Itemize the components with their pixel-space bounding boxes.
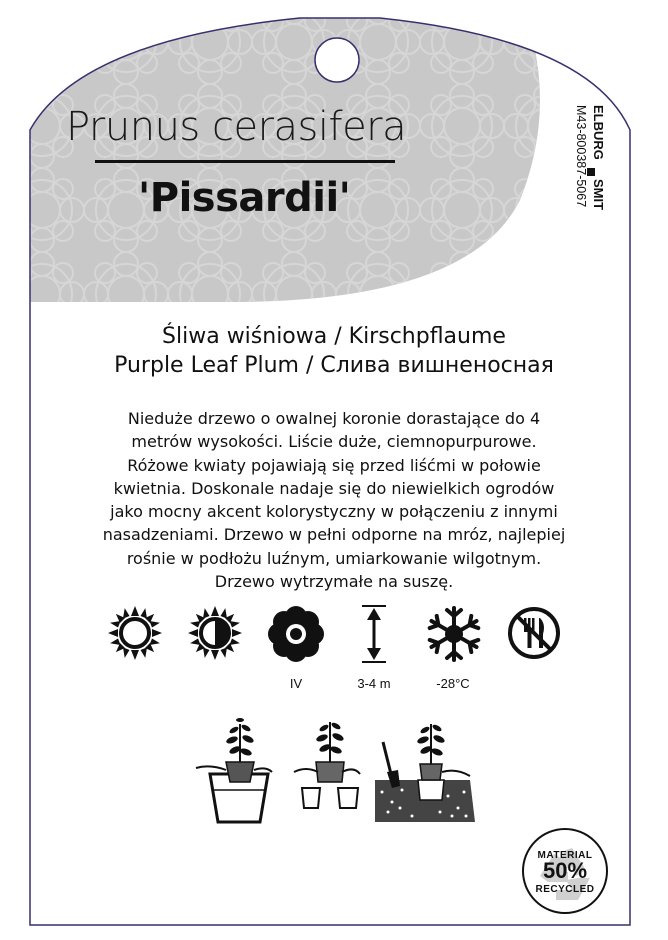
common-names-line-2: Purple Leaf Plum / Слива вишненосная <box>114 353 554 378</box>
description-line: nasadzeniami. Drzewo w pełni odporne na mróz, najlepiej <box>102 525 566 545</box>
genus-species-title: Prunus cerasifera <box>66 104 407 150</box>
description-line: Drzewo wytrzymałe na suszę. <box>214 572 454 592</box>
not-edible-icon <box>507 606 561 660</box>
description-line: metrów wysokości. Liście duże, ciemnopurpurowe. <box>131 432 537 452</box>
title-divider <box>95 160 395 163</box>
common-names <box>60 322 608 380</box>
recycle-percent-text: 50% <box>542 858 588 883</box>
height-arrow-icon <box>362 604 386 664</box>
description-line: kwietnia. Doskonale nadaje się do niewielkich ogrodów <box>113 478 555 498</box>
recycle-bottom-text: RECYCLED <box>535 884 595 895</box>
flower-icon <box>268 606 324 662</box>
remove-pot-icon <box>294 721 360 808</box>
producer-brand-suffix: SMIT <box>591 179 606 211</box>
soak-pot-icon <box>196 718 272 822</box>
height-caption: 3-4 m <box>357 676 391 691</box>
description-line: jako mocny akcent kolorystyczny w połączeniu z innymi <box>110 502 558 522</box>
producer-code-vertical <box>563 105 613 245</box>
description-line: rośnie w podłożu luźnym, umiarkowanie wilgotnym. <box>126 548 542 568</box>
plant-in-ground-icon <box>375 723 475 822</box>
common-names-line-1: Śliwa wiśniowa / Kirschpflaume <box>162 324 506 349</box>
description <box>70 407 598 593</box>
description-line: Nieduże drzewo o owalnej koronie dorastające do 4 <box>127 409 541 428</box>
snowflake-icon <box>424 604 484 664</box>
flowering-month-caption: IV <box>289 676 303 691</box>
recycle-top-text: MATERIAL <box>537 850 593 861</box>
care-icons-row <box>0 600 668 700</box>
planting-instructions-illustration <box>0 712 668 832</box>
description-line: Różowe kwiaty pojawiają się przed liśćmi w połowie <box>127 455 541 475</box>
producer-brand: ELBURG <box>591 105 606 160</box>
half-shade-icon <box>188 606 242 660</box>
producer-code: M43-800387-5067 <box>574 105 588 208</box>
full-sun-icon <box>108 606 162 660</box>
frost-hardiness-caption: -28°C <box>436 676 470 691</box>
cultivar-title: 'Pissardii' <box>138 175 351 221</box>
